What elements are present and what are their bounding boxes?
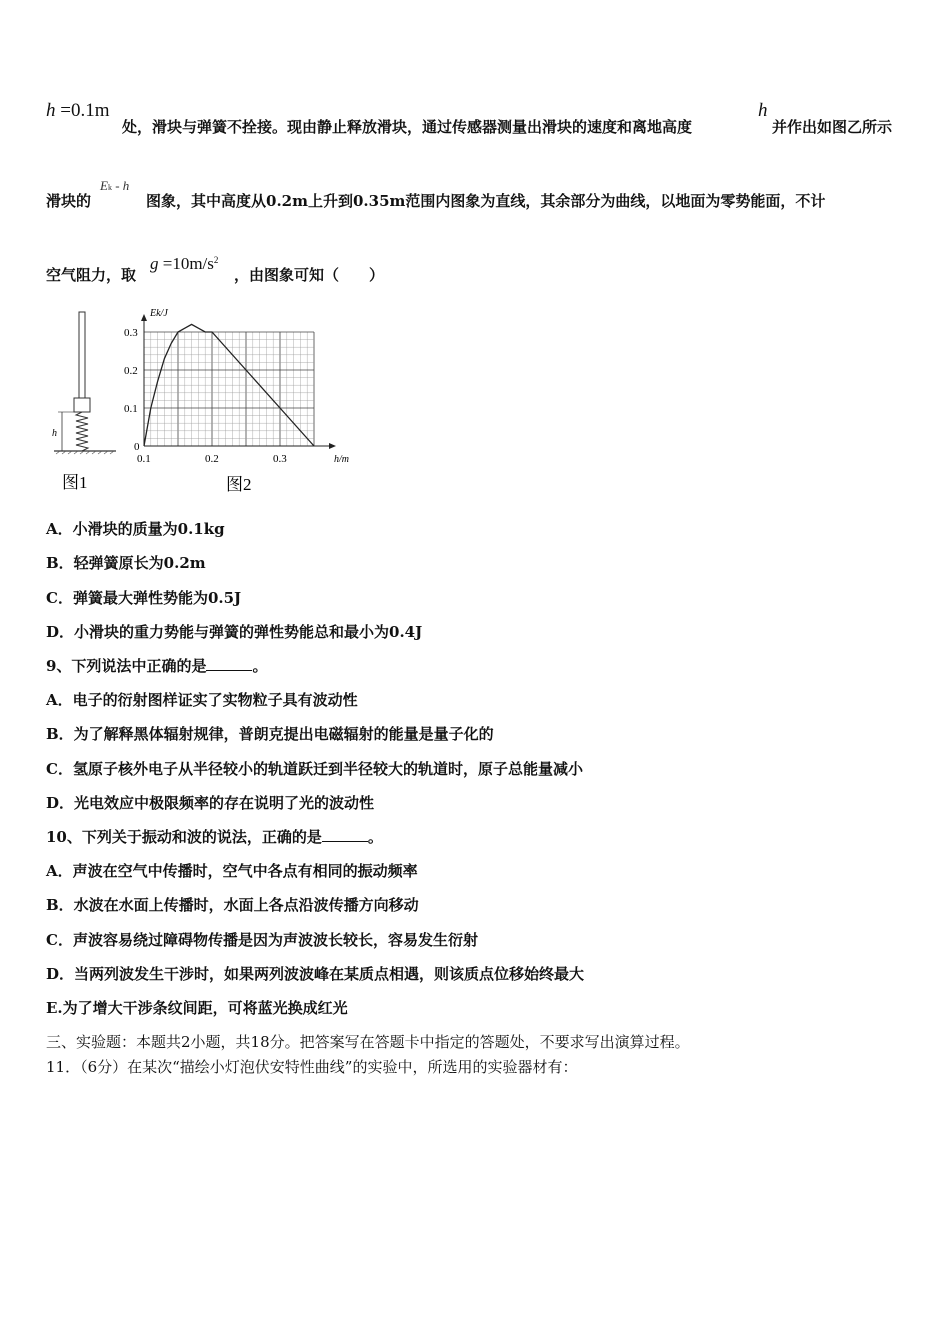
problem10-option-d: D．当两列波发生干涉时，如果两列波波峰在某质点相遇，则该质点位移始终最大 [46,965,585,983]
chart-ticks [124,327,287,465]
figure2-label: 图2 [226,475,252,494]
y-tick-label: 0 [134,441,140,453]
problem9-option-b: B．为了解释黑体辐射规律，普朗克提出电磁辐射的能量是量子化的 [46,725,494,743]
figure1-spring [76,412,88,451]
problem8-line1-text [122,116,692,137]
y-axis-arrow [141,314,147,321]
problem8-option-d: D．小滑块的重力势能与弹簧的弹性势能总和最小为0.4J [46,623,423,641]
y-tick-label: 0.1 [124,403,138,415]
problem9-blank [206,656,252,671]
math-g-value: =10m/s [158,254,214,273]
problem8-line1-tail [772,116,892,137]
problem10-stem-before: 10、下列关于振动和波的说法，正确的是 [46,828,322,846]
math-h-value: =0.1m [55,100,110,121]
figure1-slider [74,398,90,412]
chart-xlabel: h/m [334,454,349,465]
problem8-line3-before: 空气阻力，取 [46,266,137,284]
x-tick-label: 0.1 [137,453,151,465]
problem10-option-a: A．声波在空气中传播时，空气中各点有相同的振动频率 [46,862,418,880]
figure1-rod [79,312,85,398]
problem8-line1-math-h2 [758,100,768,122]
problem10-option-e: E.为了增大干涉条纹间距，可将蓝光换成红光 [46,999,348,1017]
x-tick-label: 0.3 [273,453,287,465]
problem9-option-c: C．氢原子核外电子从半径较小的轨道跃迁到半径较大的轨道时，原子总能量减小 [46,760,583,778]
y-tick-label: 0.3 [124,327,138,339]
math-g [150,254,218,274]
problem9-stem-after: 。 [252,657,268,675]
chart-grid [144,332,314,446]
problem10-option-b: B．水波在水面上传播时，水面上各点沿波传播方向移动 [46,896,419,914]
problem8-line2 [46,190,91,211]
chart-ylabel: Ek/J [150,308,168,319]
problem8-line1-text2: 并作出如图乙所示 [772,118,893,136]
problem8-line3-after: ，由图象可知（ ） [234,266,385,284]
math-h2: h [758,100,768,121]
math-ek-sub: k [107,183,112,192]
math-h: h [46,100,56,121]
problem8-line3 [46,264,136,285]
chart-axes [141,314,336,449]
problem9-option-a: A．电子的衍射图样证实了实物粒子具有波动性 [46,691,358,709]
problem8-line1-body: 处，滑块与弹簧不拴接。现由静止释放滑块，通过传感器测量出滑块的速度和离地高度 [122,118,693,136]
figure1-label: 图1 [62,473,88,492]
problem8-option-c: C．弹簧最大弹性势能为0.5J [46,589,242,607]
problem8-line3-after-wrap [234,264,384,285]
figure1 [48,308,128,498]
problem10-option-c: C．声波容易绕过障碍物传播是因为声波波长较长，容易发生衍射 [46,931,478,949]
math-g-sup: 2 [213,255,219,265]
x-axis-arrow [329,443,336,449]
problem10-blank [322,827,368,842]
problem9-stem [46,655,267,676]
problem8-option-a: A．小滑块的质量为0.1kg [46,520,225,538]
problem8-line2-after-wrap [146,190,825,211]
x-tick-label: 0.2 [205,453,219,465]
section3-heading: 三、实验题：本题共2小题，共18分。把答案写在答题卡中指定的答题处，不要求写出演算过程。 [46,1033,690,1051]
problem9-option-d: D．光电效应中极限频率的存在说明了光的波动性 [46,794,375,812]
math-dash: - [111,178,123,193]
problem9-stem-before: 9、下列说法中正确的是 [46,657,207,675]
y-tick-label: 0.2 [124,365,138,377]
problem10-stem [46,826,383,847]
math-h3: h [122,178,130,193]
math-ek: E [100,178,108,193]
problem8-line2-before: 滑块的 [46,192,92,210]
figure1-h-label: h [52,428,57,439]
figure2-chart [120,306,370,498]
problem8-option-b: B．轻弹簧原长为0.2m [46,554,206,572]
problem10-stem-after: 。 [367,828,383,846]
problem8-line1 [46,100,110,122]
math-g-symbol: g [150,254,159,273]
math-ek-h [100,176,129,194]
problem11-stem: 11．（6分）在某次“描绘小灯泡伏安特性曲线”的实验中，所选用的实验器材有： [46,1058,578,1076]
problem8-line2-after: 图象，其中高度从0.2m上升到0.35m范围内图象为直线，其余部分为曲线，以地面为零势能面，不计 [146,192,826,210]
